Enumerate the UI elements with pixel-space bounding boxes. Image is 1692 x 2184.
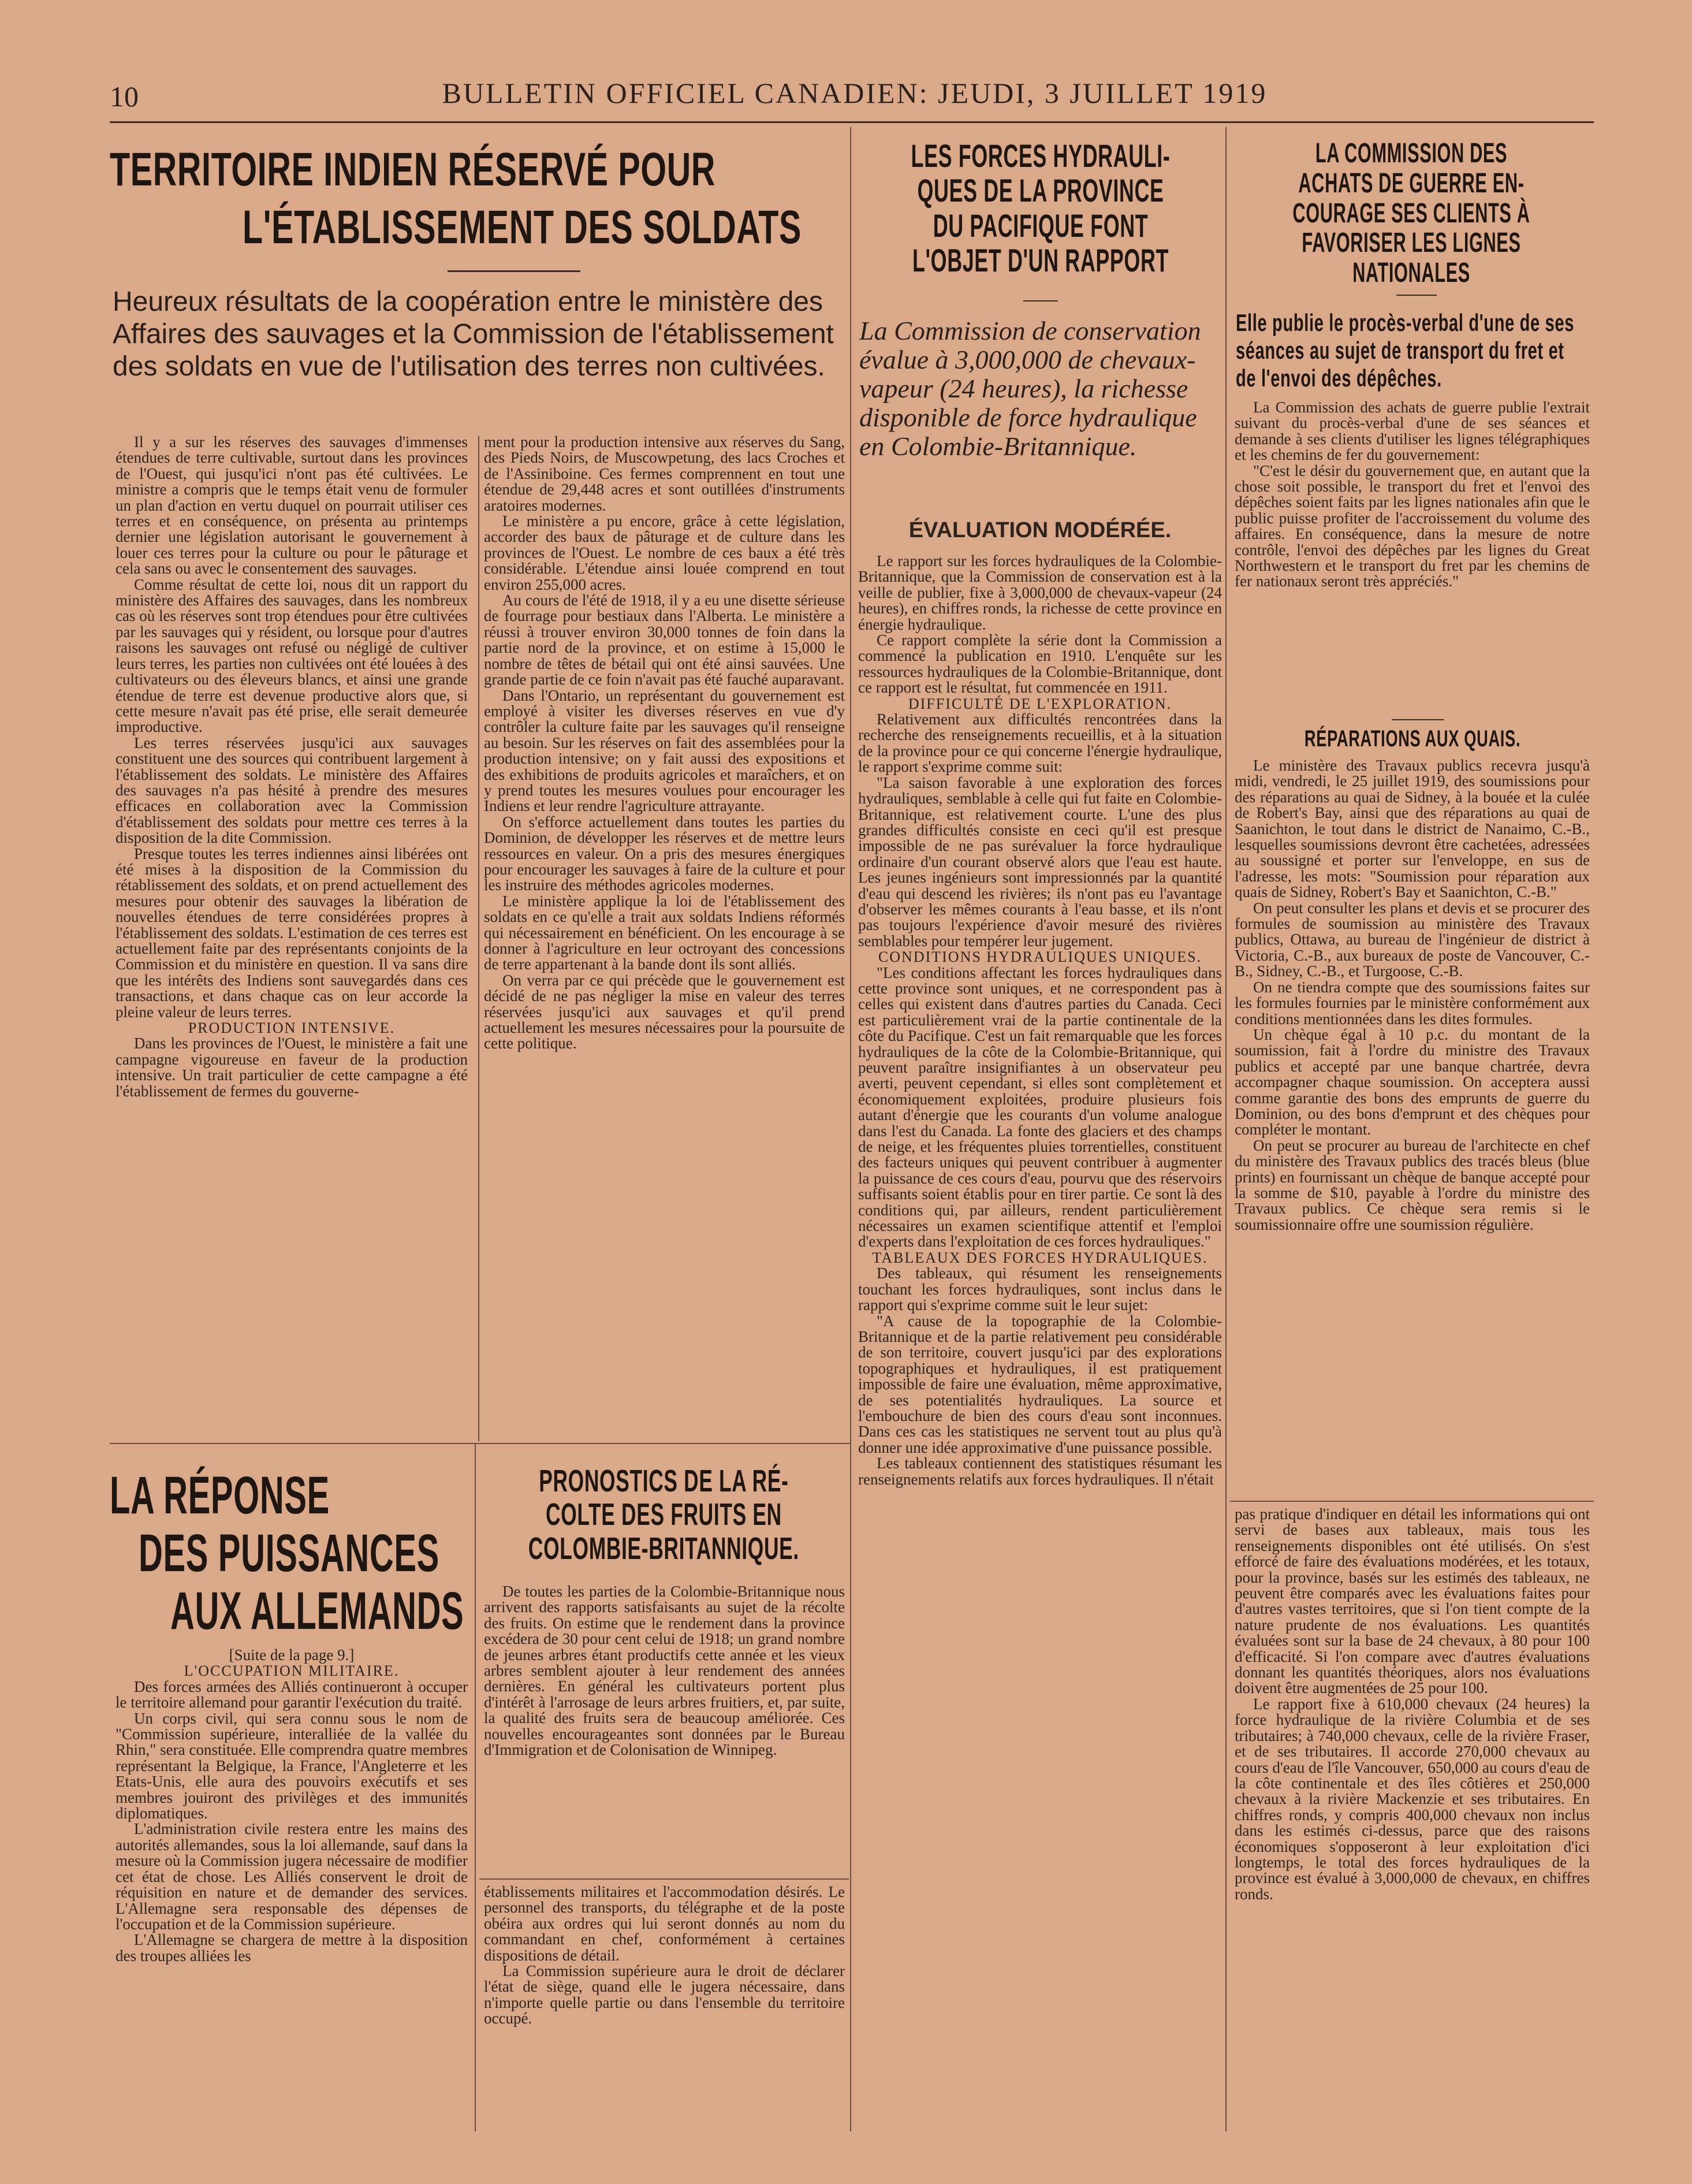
subheading: DIFFICULTÉ DE L'EXPLORATION. [908, 695, 1172, 712]
headline-rule [448, 270, 580, 272]
column-divider [1225, 127, 1227, 2131]
column-divider [850, 127, 851, 2131]
paragraph: Le rapport fixe à 610,000 chevaux (24 heures) la force hydraulique de la rivière Columbia et de ses tributaires; à 740,000 chevaux, celle de la rivière Fraser, et de ses tributaires. Il accorde 270,000 chevaux au cours d'eau de l'île Vancouver, 650,000 au cours d'eau de la côte continentale et des îles côtières et 250,000 chevaux à la rivière Mackenzie et ses tributaires. En chiffres ronds, y compris 400,000 chevaux non inclus dans les estimés ci-dessus, parce que des raisons économiques s'opposeront à leur exploitation d'ici longtemps, le total des forces hydrauliques de la province est évalué à 3,000,000 de chevaux, en chiffres ronds. [1235, 1695, 1590, 1903]
article-body-column [115, 434, 468, 1439]
paragraph: Un corps civil, qui sera connu sous le nom de "Commission supérieure, interalliée de la vallée du Rhin," sera constituée. Elle comprendra quatre membres représentant la Belgique, la France, l'Angleterre et les Etats-Unis, elle aura des pouvoirs exécutifs et ses membres jouiront des privilèges et des immunités diplomatiques. [115, 1709, 468, 1822]
article-headline: LES FORCES HYDRAULI- QUES DE LA PROVINCE DU PACIFIQUE FONT L'OBJET D'UN RAPPORT [911, 137, 1171, 279]
paragraph: "La saison favorable à une exploration des forces hydrauliques, semblable à celle qui fut faite en Colombie-Britannique, est relativement courte. L'une des plus grandes difficultés consiste en ceci qu'il est presque impossible de ne pas surévaluer la force hydraulique ordinaire d'un courant observé alors que l'eau est haute. Les jeunes ingénieurs sont impressionnés par la quantité d'eau qui descend les rivières; ils n'ont pas eu l'avantage d'observer les mêmes courants à l'eau basse, et ils n'ont pas toujours l'expérience d'avoir mesuré des rivières semblables pour tempérer leur jugement. [858, 773, 1222, 950]
paragraph: Des tableaux, qui résument les renseignements touchant les forces hydrauliques, sont inclus dans le rapport qui s'exprime comme suit le leur sujet: [858, 1264, 1222, 1314]
article-body-column [484, 1884, 845, 2130]
paragraph: Des forces armées des Alliés continueront à occuper le territoire allemand pour garantir l'exécution du traité. [115, 1677, 468, 1712]
paragraph: "A cause de la topographie de la Colombie-Britannique et de la partie relativement peu considérable de son territoire, couvert jusqu'ici par des explorations topographiques et hydrauliques, il est pratiquement impossible de faire une évaluation, même approximative, de ses potentialités hydrauliques. La source et l'embouchure de bien des cours d'eau sont inconnues. Dans ces cas les statistiques ne servent tout au plus qu'à donner une idée approximative d'une puissance possible. [858, 1312, 1222, 1456]
paragraph: L'Allemagne se chargera de mettre à la disposition des troupes alliées les [115, 1931, 468, 1965]
paragraph: On ne tiendra compte que des soumissions faites sur les formules fournies par le ministère conformément aux conditions mentionnées dans les dites formules. [1235, 978, 1590, 1028]
paragraph: La Commission supérieure aura le droit de déclarer l'état de siège, quand elle le jugera nécessaire, dans n'importe quelle partie ou dans l'ensemble du territoire occupé. [484, 1962, 845, 2027]
paragraph: Ce rapport complète la série dont la Commission a commencé la publication en 1910. L'enquête sur les ressources hydrauliques de la Colombie-Britannique, dont ce rapport est le résultat, fut commencée en 1911. [858, 631, 1222, 697]
subheading: CONDITIONS HYDRAULIQUES UNIQUES. [878, 948, 1202, 966]
article-body-column [1235, 1506, 1590, 2130]
page-number: 10 [110, 80, 139, 113]
paragraph: "Les conditions affectant les forces hydrauliques dans cette province sont uniques, et ne correspondent pas à celles qui existent dans d'autres parties du Canada. Ceci est particulièrement vrai de la partie continentale de la côte du Pacifique. C'est un fait remarquable que les forces hydrauliques de la côte de la Colombie-Britannique, qui peuvent paraître insignifiantes à un observateur peu averti, peuvent cependant, si elles sont complètement et économiquement exploitées, produire plusieurs fois autant d'énergie que les courants d'un volume analogue dans l'est du Canada. La fonte des glaciers et des champs de neige, et les fréquentes pluies torrentielles, constituent des facteurs uniques qui peuvent contribuer à augmenter la puissance de ces cours d'eau, pourvu que des réservoirs suffisants soient établis pour en tirer partie. Ce sont là des conditions qui, par ailleurs, rendent particulièrement nécessaires un examen scientifique attentif et l'emploi d'experts dans l'exploitation de ces forces hydrauliques." [858, 963, 1222, 1251]
article-headline: AUX ALLEMANDS [170, 1582, 464, 1640]
paragraph: pas pratique d'indiquer en détail les informations qui ont servi de bases aux tableaux, mais tous les renseignements disponibles ont été utilisés. On s'est efforcé de faire des évaluations modérées, et les totaux, pour la province, basés sur les estimés des tableaux, ne peuvent être comparés avec les évaluations faites pour d'autres vastes territoires, que si l'on tient compte de la nature prudente de nos évaluations. Les quantités évaluées sont sur la base de 24 chevaux, à 80 pour 100 d'efficacité. Si l'on compare avec d'autres évaluations donnant les quantités théoriques, alors nos évaluations doivent être augmentées de 25 pour 100. [1235, 1506, 1590, 1697]
subheading: TABLEAUX DES FORCES HYDRAULIQUES. [872, 1249, 1208, 1266]
paragraph: Les tableaux contiennent des statistiques résumant les renseignements relatifs aux forces hydrauliques. Il n'était [858, 1454, 1222, 1488]
article-body-column [484, 1584, 845, 1873]
paragraph: L'administration civile restera entre les mains des autorités allemandes, sous la loi allemande, sauf dans la mesure où la Commission jugera nécessaire de modifier cet état de chose. Les Alliés conservent le droit de réquisition en nature et de demander des services. L'Allemagne sera responsable des dépenses de l'occupation et de la Commission supérieure. [115, 1820, 468, 1933]
column-divider [478, 436, 479, 1441]
paragraph: ment pour la production intensive aux réserves du Sang, des Pieds Noirs, de Muscowpetung, des lacs Croches et de l'Assiniboine. Ces fermes comprennent en tout une étendue de 29,448 acres et sont outillées d'instruments aratoires modernes. [484, 434, 845, 514]
paragraph: établissements militaires et l'accommodation désirés. Le personnel des transports, du télégraphe et de la poste obéira aux ordres qui lui seront donnés au nom du commandant en chef, conformément à certaines dispositions de détail. [484, 1884, 845, 1964]
paragraph: On peut consulter les plans et devis et se procurer des formules de soumission au ministère des Travaux publics, Ottawa, au bureau de l'ingénieur de district à Victoria, C.-B., aux bureaux de poste de Vancouver, C.-B., Sidney, C.-B., et Turgoose, C.-B. [1235, 899, 1590, 980]
paragraph: Le ministère applique la loi de l'établissement des soldats en ce qu'elle a trait aux soldats Indiens réformés qui nécessairement en bénéficient. On les encourage à se donner à l'agriculture en leur octroyant des concessions de terre appartenant à la bande dont ils sont alliés. [484, 892, 845, 973]
paragraph: Il y a sur les réserves des sauvages d'immenses étendues de terre cultivable, surtout dans les provinces de l'Ouest, qui jusqu'ici n'ont pas été cultivées. Le ministre a compris que le temps était venu de formuler un plan d'action en vertu duquel on pourrait utiliser ces terres et en conséquence, on présenta au printemps dernier une législation autorisant le gouvernement à louer ces terres pour la culture ou pour le pâturage et cela sans ou avec le consentement des sauvages. [115, 434, 468, 578]
paragraph: Comme résultat de cette loi, nous dit un rapport du ministère des Affaires des sauvages, dans les nombreux cas où les réserves sont trop étendues pour être cultivées par les sauvages qui y résident, ou lorsque pour d'autres raisons les sauvages ont refusé ou négligé de cultiver leurs terres, les parties non cultivées ont été louées à des cultivateurs ou des éleveurs blancs, et ainsi une grande étendue de terre est devenue productive alors que, si cette mesure n'avait pas été prise, elle serait demeurée improductive. [115, 575, 468, 736]
article-body-column [115, 1647, 468, 2130]
article-headline: DES PUISSANCES [139, 1524, 439, 1583]
paragraph: De toutes les parties de la Colombie-Britannique nous arrivent des rapports satisfaisants au sujet de la récolte des fruits. On estime que le rendement dans la province excédera de 30 pour cent celui de 1918; un grand nombre de jeunes arbres étant productifs cette année et les vieux arbres semblent ajouter à leur rendement des années dernières. En général les cultivateurs portent plus d'intérêt à l'arrosage de leurs arbres fruitiers, et, par suite, la qualité des fruits sera de beaucoup améliorée. Ces nouvelles encourageantes sont données par le Bureau d'Immigration et de Colonisation de Winnipeg. [484, 1584, 845, 1759]
paragraph: Un chèque égal à 10 p.c. du montant de la soumission, fait à l'ordre du ministre des Travaux publics et accepté par une banque chartrée, devra accompagner chaque soumission. On acceptera aussi comme garantie des bons des emprunts de guerre du Dominion, ou des bons d'emprunt et des chèques pour compléter le montant. [1235, 1025, 1590, 1138]
paragraph: Relativement aux difficultés rencontrées dans la recherche des renseignements recueillis, et à la situation de la province pour ce qui concerne l'énergie hydraulique, le rapport s'exprime comme suit: [858, 710, 1222, 776]
article-headline: LA RÉPONSE [110, 1466, 330, 1525]
masthead: BULLETIN OFFICIEL CANADIEN: JEUDI, 3 JUILLET 1919 [442, 77, 1268, 109]
article-body-column [858, 515, 1222, 2130]
section-divider [1230, 1501, 1594, 1502]
paragraph: Dans l'Ontario, un représentant du gouvernement est employé à visiter les diverses réserves en vue d'y contrôler la culture faite par les sauvages qu'il renseigne au besoin. Sur les réserves on fait des assemblées pour la production intensive; on y fait aussi des expositions et des exhibitions de produits agricoles et maraîchers, et on y prend toutes les mesures voulues pour encourager les Indiens et leur rendre l'agriculture attrayante. [484, 686, 845, 815]
subheading: PRODUCTION INTENSIVE. [188, 1020, 396, 1037]
paragraph: Au cours de l'été de 1918, il y a eu une disette sérieuse de fourrage pour bestiaux dans l'Alberta. Le ministère a réussi à trouver environ 30,000 tonnes de foin dans la partie nord de la province, et on estime à 15,000 le nombre de têtes de bétail qui ont été ainsi sauvées. Une grande partie de ce foin n'avait pas été fauché auparavant. [484, 591, 845, 689]
paragraph: Les terres réservées jusqu'ici aux sauvages constituent une des sources qui contribuent largement à l'établissement des soldats. Le ministère des Affaires des sauvages n'a pas hésité à prendre des mesures efficaces en collaboration avec la Commission d'établissement des soldats pour mettre ces terres à la disposition de la dite Commission. [115, 734, 468, 847]
article-headline: TERRITOIRE INDIEN RÉSERVÉ POUR [110, 143, 716, 196]
article-headline: LA COMMISSION DES ACHATS DE GUERRE EN- COURAGE SES CLIENTS À FAVORISER LES LIGNES NATIONALES [1292, 138, 1530, 289]
paragraph: La Commission des achats de guerre publie l'extrait suivant du procès-verbal d'une de ses séances et demande à ses clients d'utiliser les lignes télégraphiques et les chemins de fer du gouvernement: [1235, 400, 1590, 464]
article-body-column [484, 434, 845, 1439]
article-deck: Heureux résultats de la coopération entre le ministère des Affaires des sauvages et la Commission de l'établissement des soldats en vue de l'utilisation des terres non cultivées. [113, 287, 834, 382]
paragraph: Presque toutes les terres indiennes ainsi libérées ont été mises à la disposition de la Commission du rétablissement des soldats, et on prend actuellement des mesures pour obtenir des sauvages la libération de nouvelles étendues de terre considérées propres à l'établissement des soldats. L'estimation de ces terres est actuellement faite par des représentants conjoints de la Commission et du ministère en question. Il va sans dire que les intérêts des Indiens sont sauvegardés dans ces transactions, et dans chaque cas on leur accorde la pleine valeur de leurs terres. [115, 844, 468, 1021]
paragraph: On peut se procurer au bureau de l'architecte en chef du ministère des Travaux publics des tracés bleus (blue prints) en fournissant un chèque de banque accepté pour la somme de $10, payable à l'ordre du ministre des Travaux publics. Ce chèque sera remis si le soumissionnaire offre une soumission régulière. [1235, 1136, 1590, 1233]
column-divider [475, 1444, 476, 2131]
headline-rule [1396, 295, 1437, 296]
paragraph: Le rapport sur les forces hydrauliques de la Colombie-Britannique, que la Commission de conservation est à la veille de publier, fixe à 3,000,000 de chevaux-vapeur (24 heures), en chiffres ronds, la richesse de cette province en énergie hydraulique. [858, 552, 1222, 633]
paragraph: "C'est le désir du gouvernement que, en autant que la chose soit possible, le transport du fret et l'envoi des dépêches soient faits par les lignes nationales afin que le public puisse profiter de l'accroissement du volume des affaires. En conséquence, dans la mesure de notre contrôle, l'envoi des dépêches par les lignes du Great Northwestern et le transport du fret par les chemins de fer nationaux seront très appréciés." [1235, 462, 1590, 590]
masthead-rule [110, 121, 1594, 123]
article-body-column [1235, 400, 1590, 723]
paragraph: On s'efforce actuellement dans toutes les parties du Dominion, de développer les réserves et de mettre leurs ressources en valeur. On a pris des mesures énergiques pour encourager les sauvages à faire de la culture et pour les instruire des méthodes agricoles modernes. [484, 813, 845, 894]
section-divider [479, 1878, 849, 1880]
article-deck: Elle publie le procès-verbal d'une de ses séances au sujet de transport du fret et de l'envoi des dépêches. [1236, 309, 1575, 392]
subheading: L'OCCUPATION MILITAIRE. [184, 1662, 400, 1680]
section-divider [110, 1443, 850, 1444]
article-headline: PRONOSTICS DE LA RÉ- COLTE DES FRUITS EN COLOMBIE-BRITANNIQUE. [528, 1464, 799, 1566]
paragraph: Le ministère a pu encore, grâce à cette législation, accorder des baux de pâturage et de culture dans les provinces de l'Ouest. Le nombre de ces baux a été très considérable. L'étendue ainsi louée comprend en tout environ 255,000 acres. [484, 512, 845, 593]
headline-rule [1023, 300, 1058, 302]
article-deck: La Commission de conservation évalue à 3,000,000 de chevaux-vapeur (24 heures), la richesse disponible de force hydraulique en Colombie-Britannique. [859, 316, 1201, 461]
article-separator [1392, 719, 1444, 720]
paragraph: Le ministère des Travaux publics recevra jusqu'à midi, vendredi, le 25 juillet 1919, des soumissions pour des réparations au quai de Sidney, à la bouée et la culée de Robert's Bay, ainsi que des réparations au quai de Saanichton, le tout dans le district de Nanaimo, C.-B., lesquelles soumissions devront être cachetées, adressées au soussigné et porter sur l'enveloppe, en sus de l'adresse, les mots: "Soumission pour réparation aux quais de Sidney, Robert's Bay et Saanichton, C.-B." [1235, 758, 1590, 901]
paragraph: Dans les provinces de l'Ouest, le ministère a fait une campagne vigoureuse en faveur de la production intensive. Un trait particulier de cette campagne a été l'établissement de fermes du gouverne- [115, 1035, 468, 1100]
article-headline: RÉPARATIONS AUX QUAIS. [1304, 726, 1521, 751]
continuation-note: [Suite de la page 9.] [229, 1647, 355, 1664]
article-headline: L'ÉTABLISSEMENT DES SOLDATS [243, 201, 802, 254]
subheading: ÉVALUATION MODÉRÉE. [908, 518, 1172, 542]
paragraph: On verra par ce qui précède que le gouvernement est décidé de ne pas négliger la mise en valeur des terres réservées jusqu'ici aux sauvages et qu'il prend actuellement les mesures nécessaires pour la poursuite de cette politique. [484, 971, 845, 1052]
article-body-column [1235, 758, 1590, 1498]
